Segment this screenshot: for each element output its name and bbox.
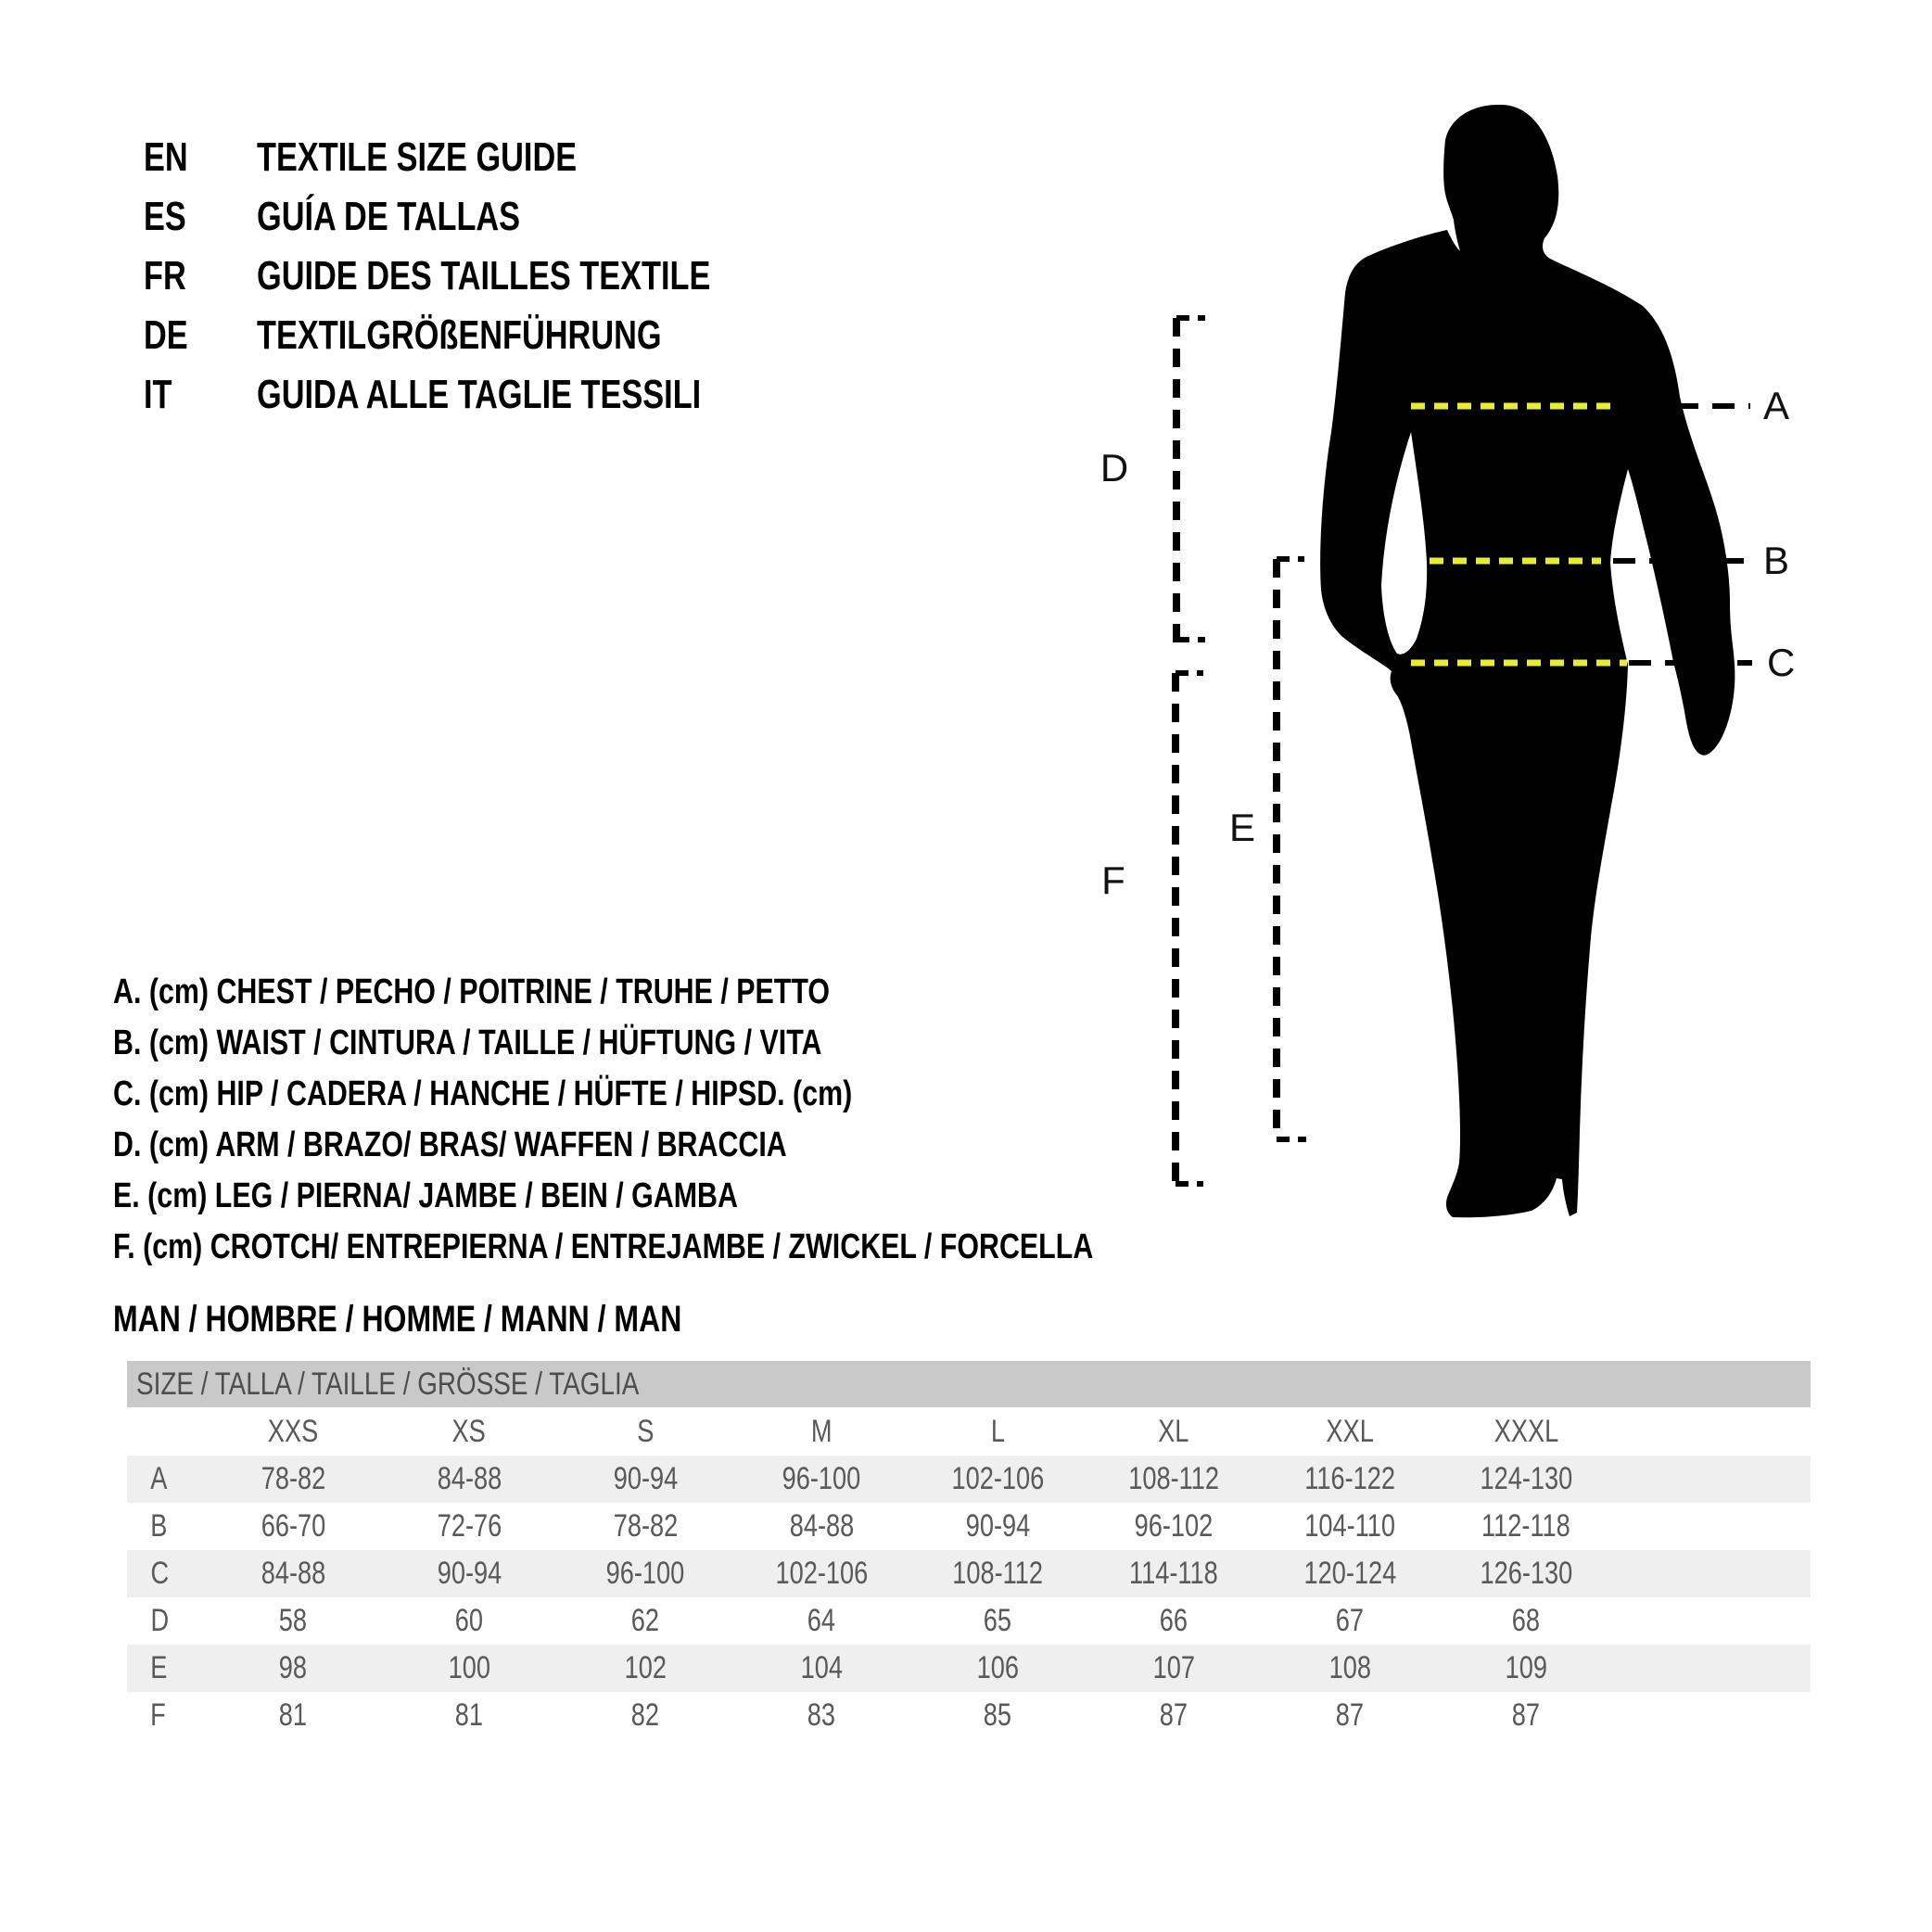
size-cell: 58 [278,1603,308,1638]
size-cell: 82 [630,1697,660,1733]
guide-title-es: GUÍA DE TALLAS [257,194,521,239]
size-header-cell: XL [1158,1414,1189,1449]
size-cell: 104 [800,1650,843,1685]
marker-label-chest: A [1763,384,1790,427]
size-cell: 90-94 [613,1461,678,1496]
marker-label-crotch: F [1101,858,1125,902]
size-table [127,1361,1811,1739]
table-row-chest [127,1455,1811,1503]
marker-label-arm: D [1099,446,1129,489]
row-label: D [150,1603,170,1638]
size-cell: 66-70 [261,1508,325,1544]
size-cell: 67 [1335,1603,1365,1638]
legend-text: F. (cm) CROTCH/ ENTREPIERNA / ENTREJAMBE / ZWICKEL / FORCELLA [113,1227,1094,1266]
size-cell: 83 [807,1697,836,1733]
size-header-cell: L [990,1414,1005,1449]
size-cell: 114-118 [1129,1556,1218,1591]
size-cell: 107 [1152,1650,1195,1685]
guide-title-de: TEXTILGRÖßENFÜHRUNG [257,312,662,358]
language-code: EN [144,134,188,180]
size-cell: 120-124 [1303,1556,1396,1591]
size-cell: 102-106 [775,1556,868,1591]
size-header-cell: XXXL [1493,1414,1558,1449]
size-cell: 109 [1505,1650,1547,1685]
row-label: B [150,1508,168,1544]
guide-title-en: TEXTILE SIZE GUIDE [257,134,578,180]
size-cell: 96-100 [782,1461,861,1496]
legend-line-waist [113,1022,999,1064]
table-row-leg [127,1645,1811,1692]
size-header-cell: M [810,1414,833,1449]
gender-category-label [113,1298,824,1341]
size-cell: 108-112 [952,1556,1043,1591]
legend-line-hip [113,1073,1037,1115]
legend-text: E. (cm) LEG / PIERNA/ JAMBE / BEIN / GAMBA [113,1176,738,1215]
size-header-cell: S [636,1414,655,1449]
size-cell: 124-130 [1480,1461,1572,1496]
size-cell: 72-76 [437,1508,502,1544]
marker-label-leg: E [1228,806,1256,849]
size-cell: 96-100 [605,1556,685,1591]
size-cell: 84-88 [261,1556,325,1591]
marker-label-hip: C [1767,641,1796,684]
language-code: ES [144,194,186,239]
size-cell: 100 [448,1650,490,1685]
gender-category-text: MAN / HOMBRE / HOMME / MANN / MAN [113,1299,682,1340]
size-cell: 102-106 [951,1461,1044,1496]
size-header-cell: XXS [267,1414,319,1449]
size-cell: 87 [1335,1697,1365,1733]
language-code: DE [144,312,188,358]
size-cell: 87 [1511,1697,1541,1733]
size-cell: 84-88 [789,1508,854,1544]
size-cell: 62 [630,1603,660,1638]
size-cell: 116-122 [1304,1461,1395,1496]
legend-line-arm [113,1124,955,1166]
size-cell: 106 [976,1650,1019,1685]
row-label: F [150,1697,166,1733]
size-cell: 66 [1159,1603,1188,1638]
row-label: C [150,1556,170,1591]
size-cell: 102 [624,1650,667,1685]
size-cell: 85 [983,1697,1012,1733]
guide-title-it: GUIDA ALLE TAGLIE TESSILI [257,372,702,417]
size-cell: 90-94 [965,1508,1030,1544]
size-cell: 81 [454,1697,484,1733]
size-cell: 81 [278,1697,308,1733]
legend-line-crotch [113,1226,1339,1268]
language-code: IT [144,372,172,417]
size-cell: 104-110 [1304,1508,1395,1544]
size-cell: 65 [983,1603,1012,1638]
size-header-row [127,1407,1811,1455]
legend-line-chest [113,971,1009,1013]
row-label: E [150,1650,168,1685]
size-table-title: SIZE / TALLA / TAILLE / GRÖSSE / TAGLIA [136,1366,640,1402]
size-cell: 108-112 [1128,1461,1219,1496]
size-cell: 68 [1511,1603,1541,1638]
size-cell: 112-118 [1481,1508,1570,1544]
marker-label-waist: B [1763,539,1790,582]
legend-text: D. (cm) ARM / BRAZO/ BRAS/ WAFFEN / BRACCIA [113,1125,787,1164]
table-row-crotch [127,1692,1811,1739]
legend-text: C. (cm) HIP / CADERA / HANCHE / HÜFTE / HIPSD. (cm) [113,1074,853,1113]
table-row-hip [127,1550,1811,1597]
size-cell: 78-82 [613,1508,678,1544]
size-cell: 60 [454,1603,484,1638]
size-cell: 90-94 [437,1556,502,1591]
size-cell: 64 [807,1603,836,1638]
size-table-titlebar [127,1361,1811,1407]
size-cell: 98 [278,1650,308,1685]
size-cell: 96-102 [1134,1508,1214,1544]
size-header-cell: XXL [1326,1414,1374,1449]
legend-text: B. (cm) WAIST / CINTURA / TAILLE / HÜFTUNG / VITA [113,1023,822,1062]
legend-text: A. (cm) CHEST / PECHO / POITRINE / TRUHE / PETTO [113,972,831,1011]
table-row-arm [127,1597,1811,1645]
table-row-waist [127,1503,1811,1550]
row-label: A [150,1461,168,1496]
size-cell: 126-130 [1480,1556,1572,1591]
legend-line-leg [113,1175,894,1217]
size-cell: 78-82 [261,1461,325,1496]
guide-title-fr: GUIDE DES TAILLES TEXTILE [257,253,711,299]
size-cell: 87 [1159,1697,1188,1733]
size-cell: 84-88 [437,1461,502,1496]
language-code: FR [144,253,186,299]
size-cell: 108 [1328,1650,1371,1685]
size-header-cell: XS [451,1414,487,1449]
